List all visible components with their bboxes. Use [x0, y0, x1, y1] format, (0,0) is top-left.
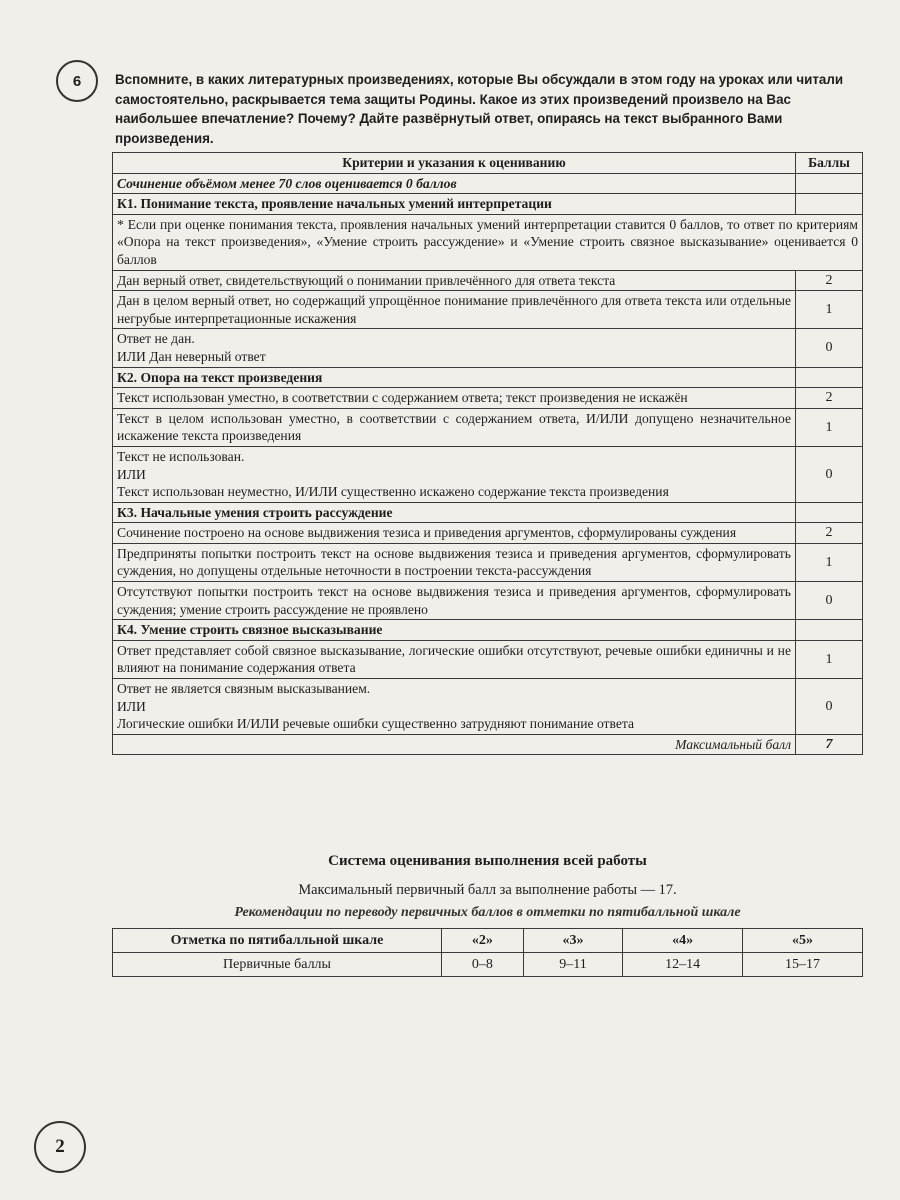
criterion-text — [113, 446, 796, 502]
table-row — [113, 582, 863, 620]
grades-header-row — [113, 929, 863, 953]
table-row — [113, 679, 863, 735]
criterion-score: 2 — [796, 388, 863, 409]
criterion-text: Дан верный ответ, свидетельствующий о понимании привлечённого для ответа текста — [113, 270, 796, 291]
points-header-cell: Первичные баллы — [113, 953, 442, 977]
grade-cell: «4» — [623, 929, 743, 953]
k3-title: К3. Начальные умения строить рассуждение — [113, 502, 796, 523]
criteria-note-row — [113, 173, 863, 194]
criterion-text — [113, 679, 796, 735]
criterion-score: 2 — [796, 523, 863, 544]
k2-title-row — [113, 367, 863, 388]
empty-score-cell — [796, 194, 863, 215]
table-row — [113, 270, 863, 291]
table-row — [113, 640, 863, 678]
table-row — [113, 523, 863, 544]
system-recommendation: Рекомендации по переводу первичных баллов в отметки по пятибалльной шкале — [234, 905, 741, 920]
points-cell: 15–17 — [743, 953, 863, 977]
system-max-score: Максимальный первичный балл за выполнение работы — 17. — [298, 882, 677, 898]
system-title: Система оценивания выполнения всей работы — [328, 853, 647, 869]
criterion-score: 0 — [796, 446, 863, 502]
criterion-text: Ответ представляет собой связное высказывание, логические ошибки отсутствуют, речевые ошибки единичны и не влияют на понимание содержания ответа — [113, 640, 796, 678]
criterion-score: 1 — [796, 543, 863, 581]
max-score-label: Максимальный балл — [113, 734, 796, 755]
table-row — [113, 291, 863, 329]
criteria-table — [112, 152, 863, 755]
criteria-header: Критерии и указания к оцениванию — [113, 153, 796, 174]
criterion-text: Сочинение построено на основе выдвижения тезиса и приведения аргументов, сформулированы суждения — [113, 523, 796, 544]
task-question: Вспомните, в каких литературных произведениях, которые Вы обсуждали в этом году на уроках или читали самостоятельно, раскрывается тема защиты Родины. Какое из этих произведений произвело на Вас наибольшее впечатление? Почему? Дайте развёрнутый ответ, опираясь на текст выбранного Вами произведения. — [115, 72, 844, 146]
k3-title-row — [113, 502, 863, 523]
criterion-score: 1 — [796, 640, 863, 678]
grades-points-row — [113, 953, 863, 977]
criterion-text: Дан в целом верный ответ, но содержащий упрощённое понимание привлечённого для ответа текста или отдельные негрубые интерпретационные искажения — [113, 291, 796, 329]
grade-cell: «3» — [523, 929, 622, 953]
task-number-badge: 6 — [56, 60, 98, 102]
page-number-badge: 2 — [34, 1121, 86, 1173]
criterion-score: 0 — [796, 329, 863, 367]
criterion-text: Текст использован уместно, в соответствии с содержанием ответа; текст произведения не искажён — [113, 388, 796, 409]
table-row — [113, 446, 863, 502]
table-row — [113, 329, 863, 367]
k2-title: К2. Опора на текст произведения — [113, 367, 796, 388]
criterion-line: ИЛИ Дан неверный ответ — [117, 348, 266, 364]
points-cell: 0–8 — [442, 953, 524, 977]
points-cell: 12–14 — [623, 953, 743, 977]
criterion-text: Отсутствуют попытки построить текст на основе выдвижения тезиса и приведения аргументов, сформулировать суждения; умение строить рассуждение не проявлено — [113, 582, 796, 620]
max-score-value: 7 — [796, 734, 863, 755]
points-cell: 9–11 — [523, 953, 622, 977]
criterion-line: Текст не использован. — [117, 448, 245, 464]
criterion-score: 1 — [796, 408, 863, 446]
k4-title: К4. Умение строить связное высказывание — [113, 620, 796, 641]
score-header: Баллы — [796, 153, 863, 174]
table-row — [113, 388, 863, 409]
empty-score-cell — [796, 620, 863, 641]
grade-cell: «5» — [743, 929, 863, 953]
criterion-text — [113, 329, 796, 367]
criterion-score: 0 — [796, 582, 863, 620]
criterion-line: Логические ошибки И/ИЛИ речевые ошибки существенно затрудняют понимание ответа — [117, 716, 635, 732]
criterion-text: Предприняты попытки построить текст на основе выдвижения тезиса и приведения аргументов, сформулировать суждения, но допущены отдельные неточности в построении текста-рассуждения — [113, 543, 796, 581]
empty-score-cell — [796, 502, 863, 523]
k1-footnote: * Если при оценке понимания текста, проявления начальных умений интерпретации ставится 0 баллов, то ответ по критериям «Опора на текст произведения», «Умение строить рассуждение» и «Умение строить связное высказывание» оценивается 0 баллов — [113, 214, 863, 270]
grade-header-cell: Отметка по пятибалльной шкале — [113, 929, 442, 953]
k1-title-row — [113, 194, 863, 215]
criterion-score: 2 — [796, 270, 863, 291]
criterion-line: Ответ не является связным высказыванием. — [117, 681, 371, 697]
max-score-row — [113, 734, 863, 755]
empty-score-cell — [796, 367, 863, 388]
criterion-score: 0 — [796, 679, 863, 735]
criterion-line: Ответ не дан. — [117, 331, 195, 347]
table-row — [113, 408, 863, 446]
k1-footnote-row — [113, 214, 863, 270]
criteria-note: Сочинение объёмом менее 70 слов оценивается 0 баллов — [113, 173, 796, 194]
criterion-text: Текст в целом использован уместно, в соответствии с содержанием ответа, И/ИЛИ допущено незначительное искажение текста произведения — [113, 408, 796, 446]
empty-score-cell — [796, 173, 863, 194]
criterion-score: 1 — [796, 291, 863, 329]
criteria-header-row — [113, 153, 863, 174]
table-row — [113, 543, 863, 581]
grade-cell: «2» — [442, 929, 524, 953]
k1-title: К1. Понимание текста, проявление начальных умений интерпретации — [113, 194, 796, 215]
k4-title-row — [113, 620, 863, 641]
criterion-line: Текст использован неуместно, И/ИЛИ существенно искажено содержание текста произведения — [117, 484, 669, 500]
criterion-line: ИЛИ — [117, 466, 146, 482]
grades-table — [112, 928, 863, 977]
criterion-line: ИЛИ — [117, 698, 146, 714]
